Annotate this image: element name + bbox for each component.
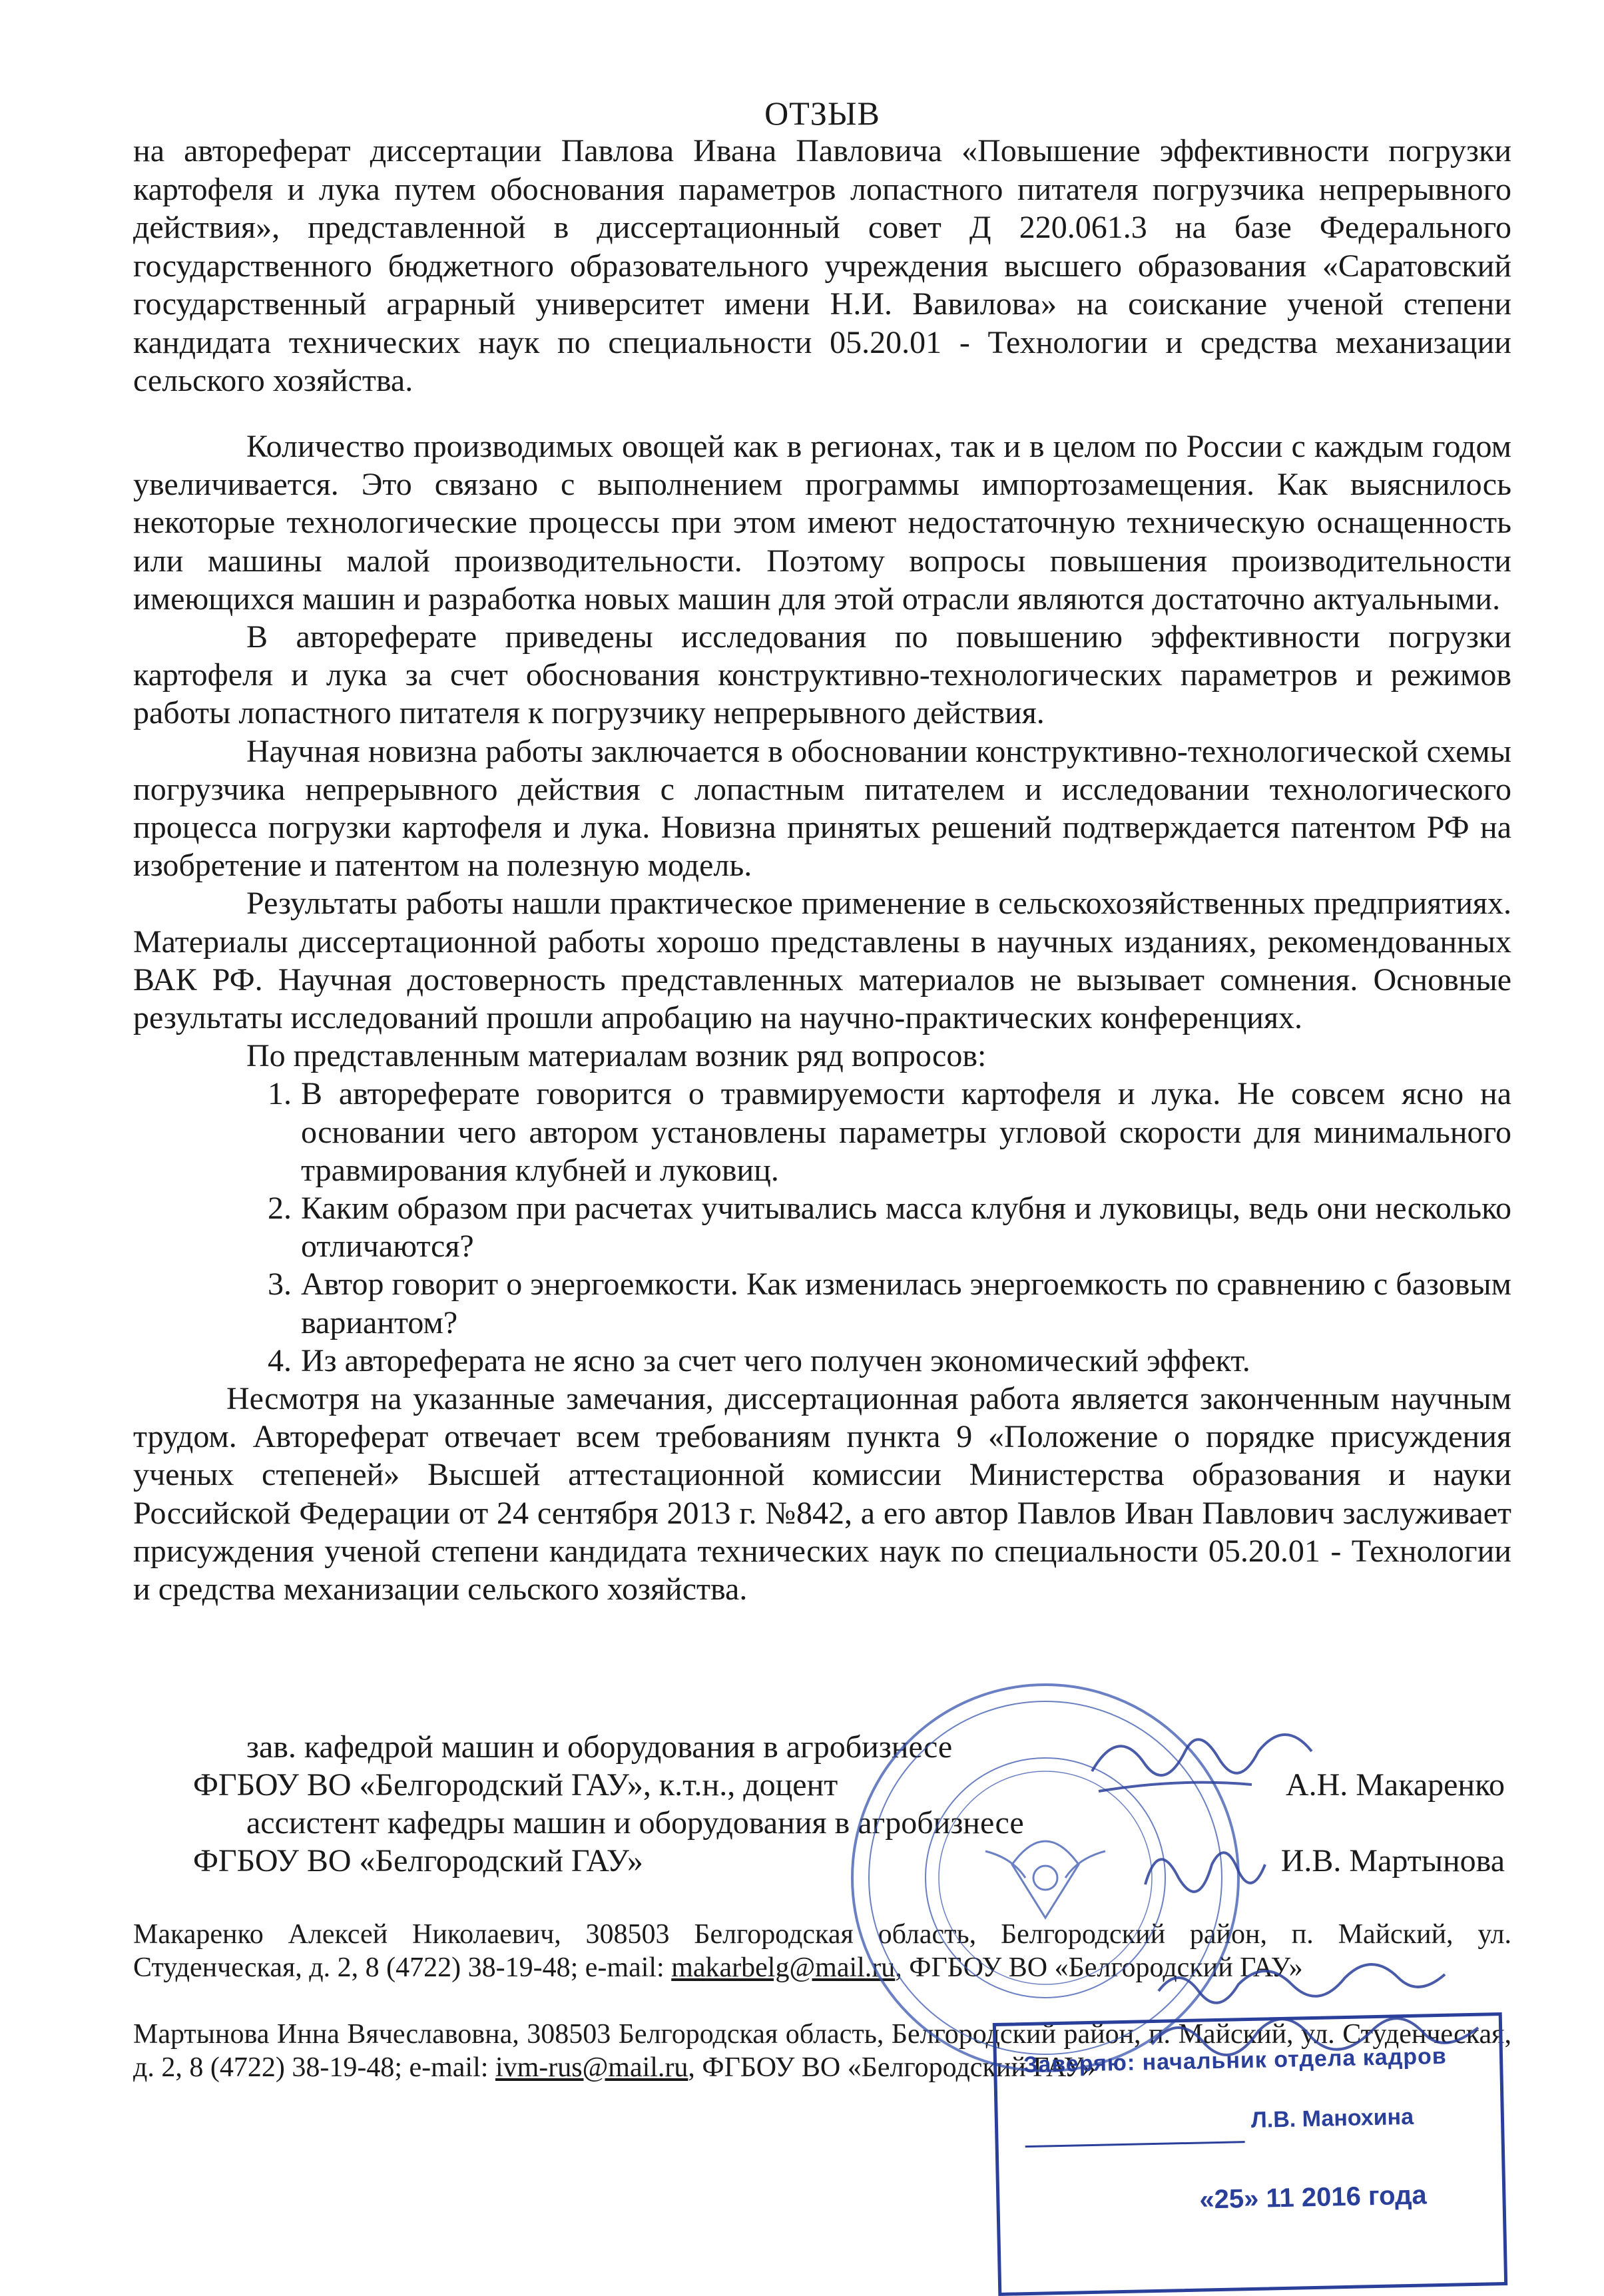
- signer2-position-row: [133, 1804, 1511, 1842]
- contact-person1-text: Макаренко Алексей Николаевич, 308503 Белгородская область, Белгородский район, п. Майский, ул. Студенческая, д. 2, 8 (4722) 38-19-48; e-mail:: [133, 1919, 1511, 1983]
- signer1-row: [133, 1766, 1511, 1804]
- question-item: 2. Каким образом при расчетах учитывались масса клубня и луковицы, ведь они несколько отличаются?: [300, 1189, 1511, 1265]
- signer2-name: И.В. Мартынова: [1280, 1843, 1505, 1878]
- signature-block: [133, 1728, 1511, 1880]
- question-item: 4. Из автореферата не ясно за счет чего получен экономический эффект.: [300, 1342, 1511, 1380]
- document-title: ОТЗЫВ: [764, 95, 880, 132]
- signer1-org: ФГБОУ ВО «Белгородский ГАУ», к.т.н., доцент: [193, 1767, 838, 1803]
- question-item: 3. Автор говорит о энергоемкости. Как изменилась энергоемкость по сравнению с базовым вариантом?: [300, 1265, 1511, 1341]
- signer2-row: [133, 1842, 1511, 1880]
- signer1-position-row: [133, 1728, 1511, 1766]
- contact-person1-email-link[interactable]: makarbelg@mail.ru: [671, 1952, 896, 1983]
- questions-lead: По представленным материалам возник ряд вопросов:: [246, 1038, 987, 1074]
- document-body: [133, 428, 1511, 1608]
- contact-person2: [133, 2018, 1511, 2084]
- signer2-position: ассистент кафедры машин и оборудования в агробизнесе: [246, 1805, 1024, 1841]
- contact-person2-org: , ФГБОУ ВО «Белгородский ГАУ»: [688, 2052, 1096, 2083]
- stamp-hr-name: Л.В. Манохина: [1250, 2104, 1414, 2133]
- paragraph: Научная новизна работы заключается в обосновании конструктивно-технологической схемы погрузчика непрерывного действия с лопастным питателем и исследовании технологического процесса погрузки картофеля и лука. Новизна принятых решений подтверждается патентом РФ на изобретение и патентом на полезную модель.: [133, 733, 1511, 884]
- document-intro: на автореферат диссертации Павлова Ивана Павловича «Повышение эффективности погрузки картофеля и лука путем обоснования параметров лопастного питателя погрузчика непрерывного действия», представленной в диссертационный совет Д 220.061.3 на базе Федерального государственного бюджетного образовательного учреждения высшего образования «Саратовский государственный аграрный университет имени Н.И. Вавилова» на соискание ученой степени кандидата технических наук по специальности 05.20.01 - Технологии и средства механизации сельского хозяйства.: [133, 133, 1511, 398]
- questions-list: [133, 1075, 1511, 1380]
- stamp-date-line: «25» 11 2016 года: [1199, 2180, 1428, 2215]
- signer1-position: зав. кафедрой машин и оборудования в агробизнесе: [246, 1729, 953, 1765]
- signer2-org: ФГБОУ ВО «Белгородский ГАУ»: [193, 1843, 643, 1878]
- contacts-block: [133, 1918, 1511, 2118]
- contact-person2-text: Мартынова Инна Вячеславовна, 308503 Белгородская область, Белгородский район, п. Майский, ул. Студенческая, д. 2, 8 (4722) 38-19-48; e-mail:: [133, 2019, 1511, 2083]
- stamp-certify-line: Заверяю: начальник отдела кадров: [1023, 2043, 1448, 2078]
- signer1-name: А.Н. Макаренко: [1285, 1767, 1505, 1803]
- contact-person1: [133, 1918, 1511, 1984]
- paragraph: Результаты работы нашли практическое применение в сельскохозяйственных предприятиях. Материалы диссертационной работы хорошо представлены в научных изданиях, рекомендованных ВАК РФ. Научная достоверность представленных материалов не вызывает сомнения. Основные результаты исследований прошли апробацию на научно-практических конференциях.: [133, 886, 1511, 1036]
- contact-person2-email-link[interactable]: ivm-rus@mail.ru: [495, 2052, 688, 2083]
- contact-person1-org: , ФГБОУ ВО «Белгородский ГАУ»: [895, 1952, 1303, 1983]
- paragraph: В автореферате приведены исследования по повышению эффективности погрузки картофеля и лука за счет обоснования конструктивно-технологических параметров и режимов работы лопастного питателя к погрузчику непрерывного действия.: [133, 619, 1511, 731]
- paragraph: Количество производимых овощей как в регионах, так и в целом по России с каждым годом увеличивается. Это связано с выполнением программы импортозамещения. Как выяснилось некоторые технологические процессы при этом имеют недостаточную техническую оснащенность или машины малой производительности. Поэтому вопросы повышения производительности имеющихся машин и разработка новых машин для этой отрасли являются достаточно актуальными.: [133, 429, 1511, 617]
- question-item: 1. В автореферате говорится о травмируемости картофеля и лука. Не совсем ясно на основании чего автором установлены параметры угловой скорости для минимального травмирования клубней и луковиц.: [300, 1075, 1511, 1189]
- conclusion: Несмотря на указанные замечания, диссертационная работа является законченным научным трудом. Автореферат отвечает всем требованиям пункта 9 «Положение о порядке присуждения ученых степеней» Высшей аттестационной комиссии Министерства образования и науки Российской Федерации от 24 сентября 2013 г. №842, а его автор Павлов Иван Павлович заслуживает присуждения ученой степени кандидата технических наук по специальности 05.20.01 - Технологии и средства механизации сельского хозяйства.: [133, 1381, 1511, 1607]
